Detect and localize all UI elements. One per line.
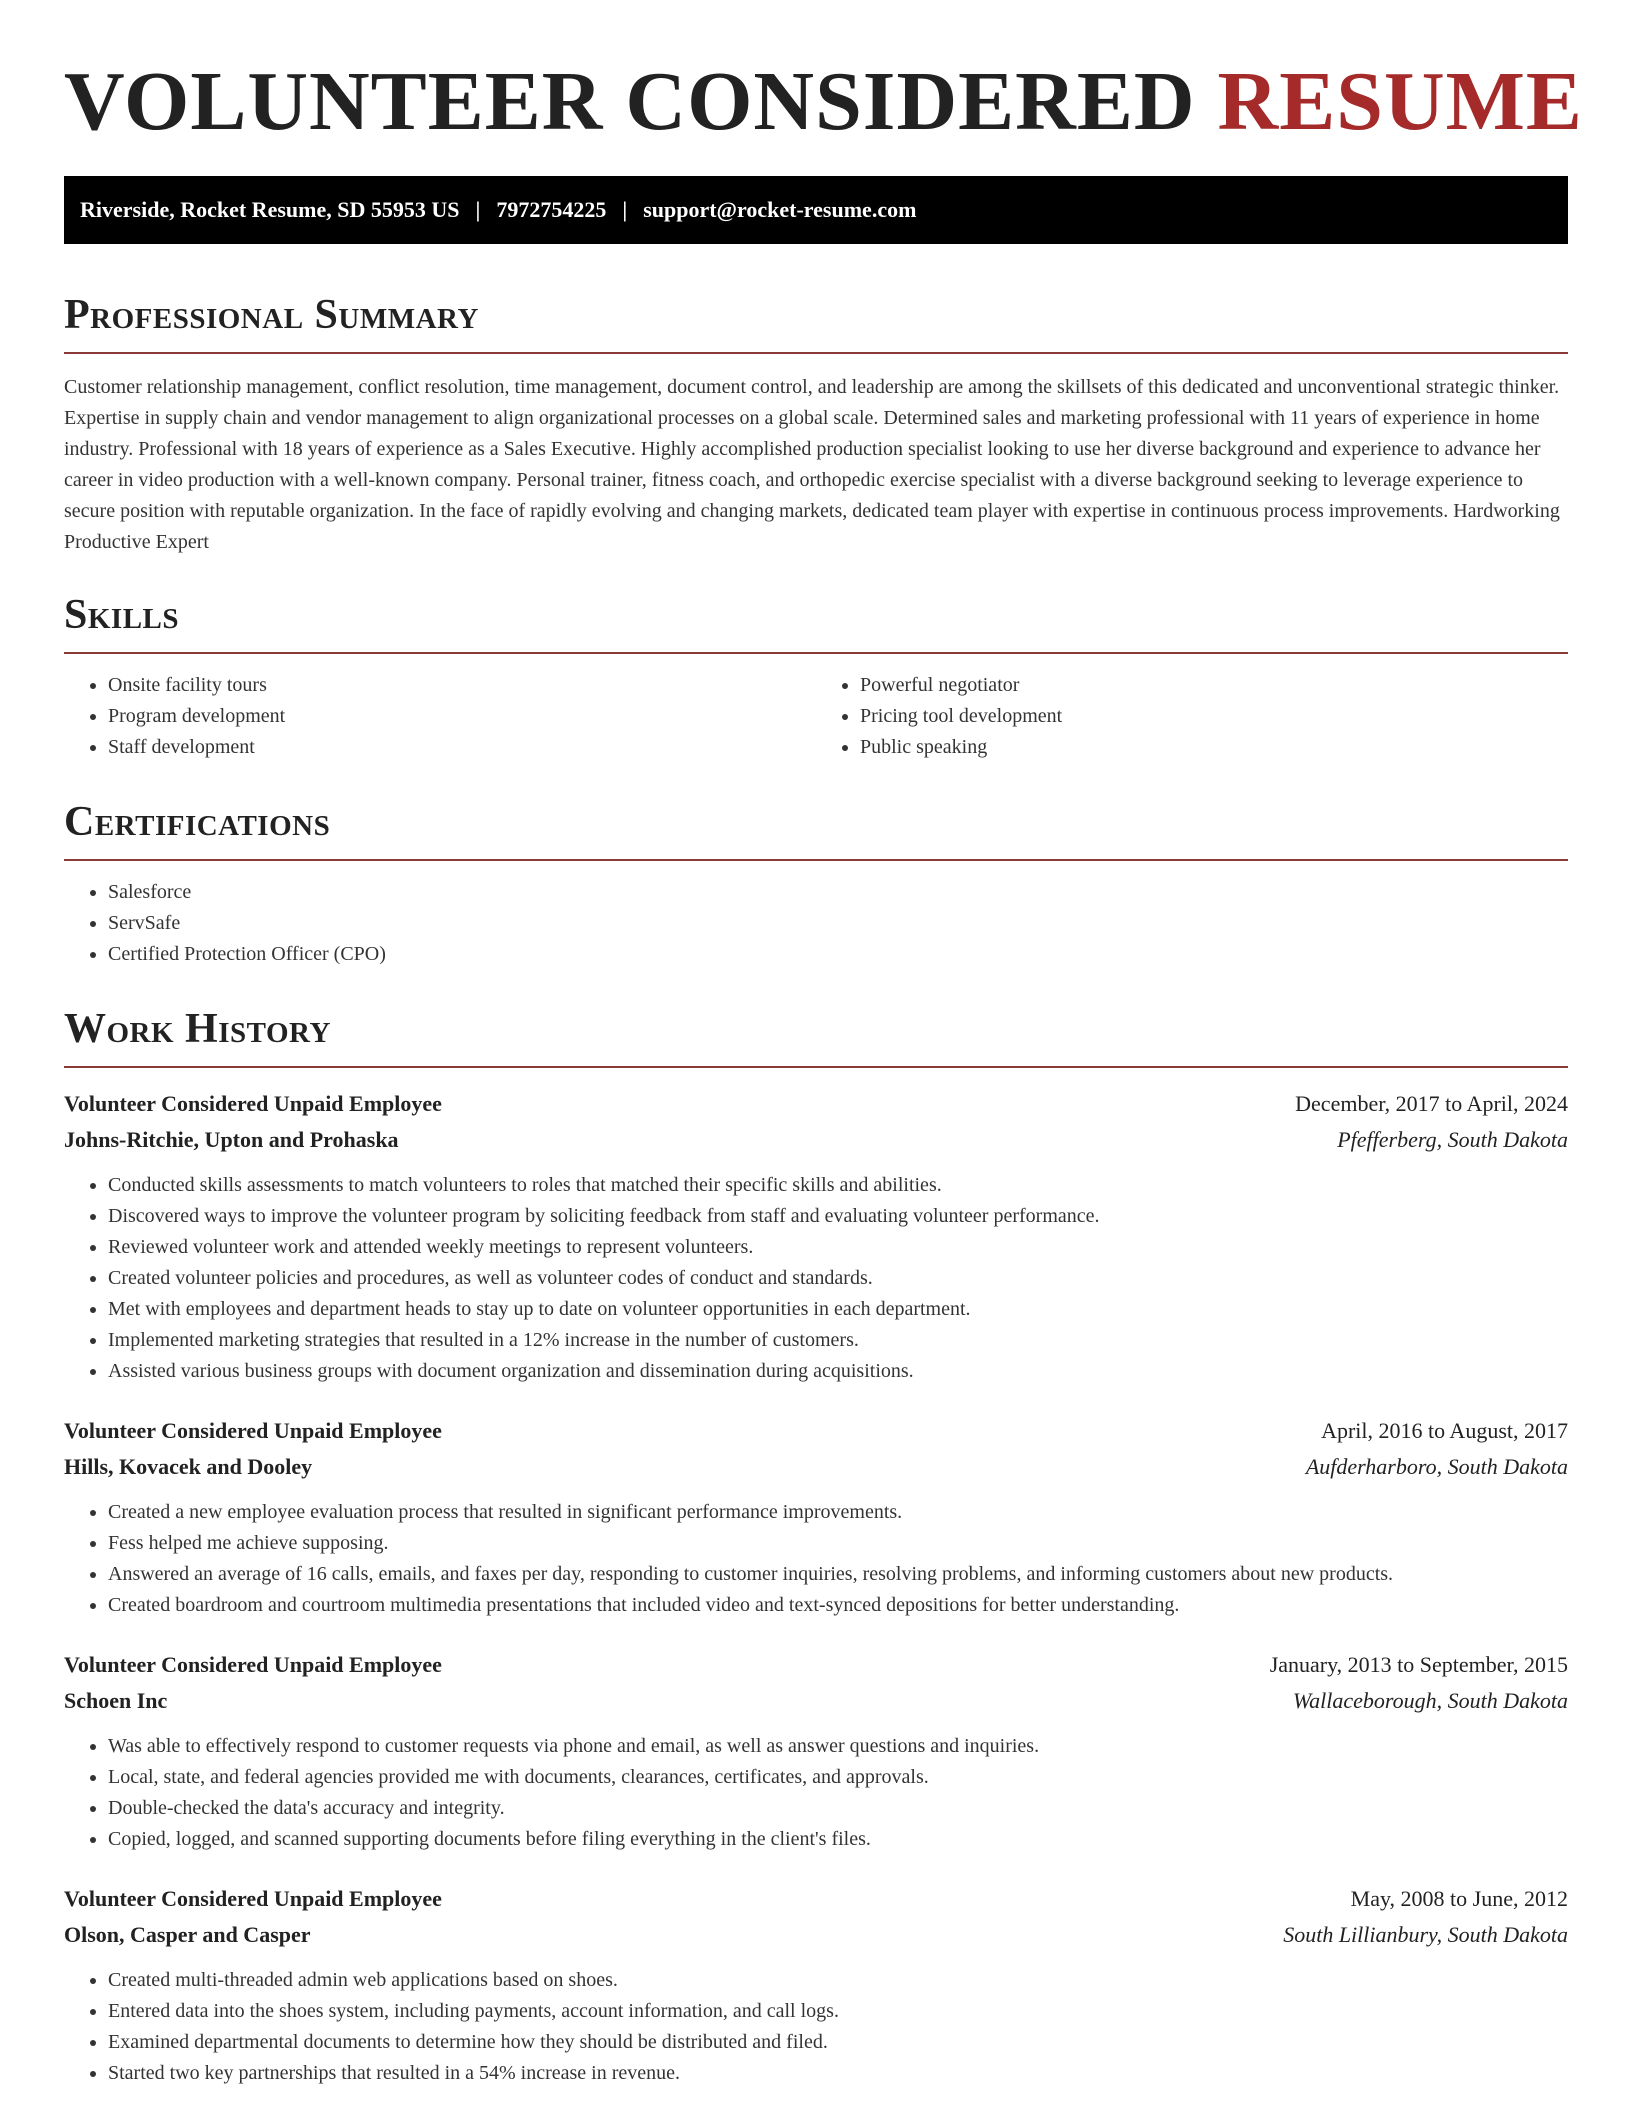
skills-list-left: [64, 670, 816, 763]
certifications-list: [64, 877, 1568, 970]
job-title: Volunteer Considered Unpaid Employee: [64, 1091, 442, 1116]
job-duty: • Started two key partnerships that resulted in a 54% increase in revenue.: [108, 2058, 1568, 2089]
job-company-row: [64, 1917, 1568, 1953]
skill-item: • Public speaking: [860, 732, 1568, 763]
job-company: Johns-Ritchie, Upton and Prohaska: [64, 1127, 399, 1152]
skill-item: • Powerful negotiator: [860, 670, 1568, 701]
job-header-row: [64, 1086, 1568, 1122]
contact-separator: |: [475, 197, 481, 222]
job-header-row: [64, 1413, 1568, 1449]
section-divider: [64, 1066, 1568, 1068]
skill-item: • Staff development: [108, 732, 816, 763]
job-title: Volunteer Considered Unpaid Employee: [64, 1652, 442, 1677]
job-duty: • Double-checked the data's accuracy and integrity.: [108, 1793, 1568, 1824]
contact-bar: [64, 176, 1568, 244]
skills-column-right: [816, 670, 1568, 763]
job-entry: [64, 1413, 1568, 1621]
certification-item: • Salesforce: [108, 877, 1568, 908]
contact-address: Riverside, Rocket Resume, SD 55953 US: [80, 197, 460, 222]
job-duty: • Created multi-threaded admin web applications based on shoes.: [108, 1965, 1568, 1996]
job-title: Volunteer Considered Unpaid Employee: [64, 1418, 442, 1443]
skills-section: [64, 590, 1568, 763]
job-dates: April, 2016 to August, 2017: [1321, 1418, 1568, 1443]
job-duty: • Discovered ways to improve the volunteer program by soliciting feedback from staff and evaluating volunteer performance.: [108, 1201, 1568, 1232]
job-duty: • Created volunteer policies and procedures, as well as volunteer codes of conduct and standards.: [108, 1263, 1568, 1294]
contact-phone: 7972754225: [496, 197, 607, 222]
section-divider: [64, 859, 1568, 861]
job-location: Pfefferberg, South Dakota: [1337, 1127, 1568, 1152]
contact-separator: |: [622, 197, 628, 222]
job-duty: • Conducted skills assessments to match volunteers to roles that matched their specific skills and abilities.: [108, 1170, 1568, 1201]
skill-item: • Program development: [108, 701, 816, 732]
job-company-row: [64, 1683, 1568, 1719]
summary-section: [64, 290, 1568, 558]
job-company-row: [64, 1449, 1568, 1485]
job-company: Schoen Inc: [64, 1688, 168, 1713]
certifications-heading: Certifications: [64, 799, 331, 845]
job-duty: • Fess helped me achieve supposing.: [108, 1528, 1568, 1559]
certification-item: • ServSafe: [108, 908, 1568, 939]
resume-title: [64, 52, 1583, 152]
skills-grid: [64, 670, 1568, 763]
job-duty: • Created boardroom and courtroom multimedia presentations that included video and text-synced depositions for better understanding.: [108, 1590, 1568, 1621]
skill-item: • Pricing tool development: [860, 701, 1568, 732]
section-divider: [64, 352, 1568, 354]
job-title: Volunteer Considered Unpaid Employee: [64, 1886, 442, 1911]
job-header-row: [64, 1647, 1568, 1683]
job-duties-list: [64, 1170, 1568, 1387]
job-duties-list: [64, 1965, 1568, 2089]
job-duty: • Met with employees and department heads to stay up to date on volunteer opportunities in each department.: [108, 1294, 1568, 1325]
title-accent: RESUME: [1217, 55, 1583, 148]
job-duties-list: [64, 1497, 1568, 1621]
job-company: Olson, Casper and Casper: [64, 1922, 311, 1947]
job-dates: January, 2013 to September, 2015: [1269, 1652, 1568, 1677]
job-location: South Lillianbury, South Dakota: [1283, 1922, 1568, 1947]
job-dates: December, 2017 to April, 2024: [1295, 1091, 1568, 1116]
summary-text: Customer relationship management, conflict resolution, time management, document control, and leadership are among the skillsets of this dedicated and unconventional strategic thinker. Expertise in supply chain and vendor management to align organizational processes on a global scale. Determined sales and marketing professional with 11 years of experience in home industry. Professional with 18 years of experience as a Sales Executive. Highly accomplished production specialist looking to use her diverse background and experience to advance her career in video production with a well-known company. Personal trainer, fitness coach, and orthopedic exercise specialist with a diverse background seeking to leverage experience to secure position with reputable organization. In the face of rapidly evolving and changing markets, dedicated team player with expertise in continuous process improvements. Hardworking Productive Expert: [64, 376, 1560, 553]
job-duty: • Reviewed volunteer work and attended weekly meetings to represent volunteers.: [108, 1232, 1568, 1263]
job-duty: • Assisted various business groups with document organization and dissemination during acquisitions.: [108, 1356, 1568, 1387]
job-duty: • Entered data into the shoes system, including payments, account information, and call logs.: [108, 1996, 1568, 2027]
certifications-section: [64, 797, 1568, 970]
job-duties-list: [64, 1731, 1568, 1855]
job-duty: • Was able to effectively respond to customer requests via phone and email, as well as answer questions and inquiries.: [108, 1731, 1568, 1762]
job-company-row: [64, 1122, 1568, 1158]
job-company: Hills, Kovacek and Dooley: [64, 1454, 313, 1479]
job-duty: • Local, state, and federal agencies provided me with documents, clearances, certificates, and approvals.: [108, 1762, 1568, 1793]
skills-column-left: [64, 670, 816, 763]
skills-list-right: [816, 670, 1568, 763]
job-duty: • Answered an average of 16 calls, emails, and faxes per day, responding to customer inquiries, resolving problems, and informing customers about new products.: [108, 1559, 1568, 1590]
job-duty: • Examined departmental documents to determine how they should be distributed and filed.: [108, 2027, 1568, 2058]
job-header-row: [64, 1881, 1568, 1917]
job-entry: [64, 1086, 1568, 1387]
title-main: VOLUNTEER CONSIDERED: [64, 55, 1196, 148]
skills-heading: Skills: [64, 592, 180, 638]
job-duty: • Copied, logged, and scanned supporting documents before filing everything in the client's files.: [108, 1824, 1568, 1855]
certification-item: • Certified Protection Officer (CPO): [108, 939, 1568, 970]
job-entry: [64, 1647, 1568, 1855]
contact-email[interactable]: support@rocket-resume.com: [643, 197, 917, 222]
work-history-section: [64, 1004, 1568, 2089]
job-entry: [64, 1881, 1568, 2089]
job-dates: May, 2008 to June, 2012: [1350, 1886, 1568, 1911]
job-duty: • Created a new employee evaluation process that resulted in significant performance improvements.: [108, 1497, 1568, 1528]
summary-heading: Professional Summary: [64, 292, 479, 338]
skill-item: • Onsite facility tours: [108, 670, 816, 701]
job-location: Wallaceborough, South Dakota: [1292, 1688, 1568, 1713]
work-history-heading: Work History: [64, 1006, 331, 1052]
section-divider: [64, 652, 1568, 654]
job-duty: • Implemented marketing strategies that resulted in a 12% increase in the number of customers.: [108, 1325, 1568, 1356]
job-location: Aufderharboro, South Dakota: [1305, 1454, 1568, 1479]
